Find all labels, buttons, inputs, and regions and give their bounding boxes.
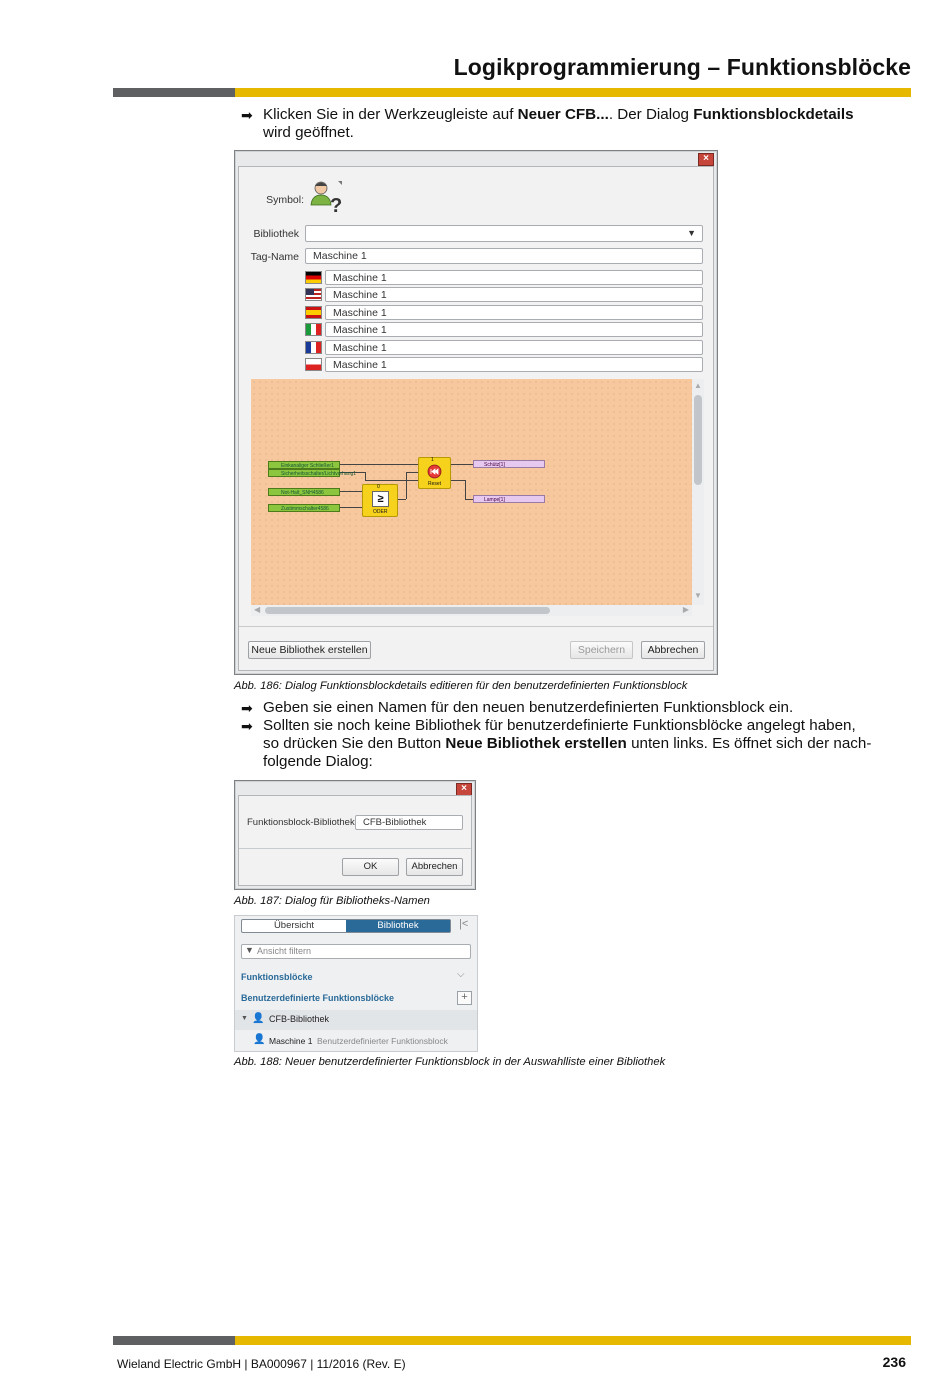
cancel-button[interactable]: Abbrechen <box>641 641 705 659</box>
flag-us-icon <box>305 288 322 301</box>
library-select[interactable] <box>305 225 703 242</box>
scrollbar-thumb[interactable] <box>694 395 702 485</box>
close-icon[interactable]: × <box>698 153 714 166</box>
filter-input[interactable]: ▼ Ansicht filtern <box>241 944 471 959</box>
figure-caption-186: Abb. 186: Dialog Funktionsblockdetails editieren für den benutzerdefinierten Funktionsblock <box>234 680 688 692</box>
library-name-input[interactable]: CFB-Bibliothek <box>355 815 463 830</box>
save-button[interactable]: Speichern <box>570 641 633 659</box>
library-panel <box>234 915 478 1052</box>
new-library-button[interactable]: Neue Bibliothek erstellen <box>248 641 371 659</box>
chevron-down-icon: ▼ <box>687 228 696 238</box>
flag-fr-icon <box>305 341 322 354</box>
instruction-step-1: ➡ Klicken Sie in der Werkzeugleiste auf Neuer CFB.... Der Dialog Funktionsblockdetails wird geöffnet. <box>241 106 854 141</box>
footer-rule <box>113 1336 911 1345</box>
header-rule <box>113 88 911 97</box>
chevron-up-icon[interactable]: ▲ <box>694 381 702 390</box>
translation-input-pl[interactable]: Maschine 1 <box>325 357 703 372</box>
instruction-step-3: ➡ Sollten sie noch keine Bibliothek für benutzerdefinierte Funktionsblöcke angelegt haben, so drücken Sie den Button Neue Bibliothek erstellen unten links. Es öffnet sich der nach- folgende Dialog: <box>241 717 872 770</box>
arrow-right-icon: ➡ <box>241 107 253 123</box>
expand-triangle-icon[interactable]: ▼ <box>241 1015 248 1022</box>
translation-input-fr[interactable]: Maschine 1 <box>325 340 703 355</box>
reset-icon <box>427 464 442 479</box>
chevron-right-icon[interactable]: ▶ <box>682 605 689 614</box>
flag-de-icon <box>305 271 322 284</box>
library-name-dialog <box>234 780 476 890</box>
figure-caption-188: Abb. 188: Neuer benutzerdefinierter Funktionsblock in der Auswahlliste einer Bibliothek <box>234 1056 666 1068</box>
logic-editor-canvas[interactable] <box>251 379 692 605</box>
or-function-block[interactable]: 0 ≥ ODER <box>362 484 398 517</box>
horizontal-scrollbar[interactable] <box>251 605 692 616</box>
svg-text:?: ? <box>330 195 343 217</box>
input-node[interactable]: Einkanaliger Schließer1 <box>268 461 340 469</box>
translation-input-it[interactable]: Maschine 1 <box>325 322 703 337</box>
input-node[interactable]: Not-Halt_SNH4586 <box>268 488 340 496</box>
tag-name-input[interactable]: Maschine 1 <box>305 248 703 264</box>
chevron-down-icon[interactable]: ▼ <box>694 591 702 600</box>
cancel-button[interactable]: Abbrechen <box>406 858 463 876</box>
library-item-row[interactable]: 👤 Maschine 1 Benutzerdefinierter Funktionsblock <box>253 1034 448 1046</box>
close-icon[interactable]: × <box>456 783 472 796</box>
output-node[interactable]: Lampe[1] <box>473 495 545 503</box>
flag-es-icon <box>305 306 322 319</box>
section-custom-function-blocks[interactable]: Benutzerdefinierte Funktionsblöcke <box>241 993 395 1003</box>
page-number: 236 <box>882 1354 906 1370</box>
instruction-step-2: ➡ Geben sie einen Namen für den neuen benutzerdefinierten Funktionsblock ein. <box>241 699 794 716</box>
input-node[interactable]: Zustimmschalter4586 <box>268 504 340 512</box>
vertical-scrollbar[interactable] <box>692 379 704 605</box>
translation-input-us[interactable]: Maschine 1 <box>325 287 703 302</box>
ok-button[interactable]: OK <box>342 858 399 876</box>
user-question-icon: 👤 <box>253 1034 266 1045</box>
section-function-blocks[interactable]: Funktionsblöcke <box>241 972 313 982</box>
tag-name-label: Tag-Name <box>250 251 299 263</box>
flag-pl-icon <box>305 358 322 371</box>
symbol-label: Symbol: <box>266 194 304 206</box>
arrow-right-icon: ➡ <box>241 700 253 716</box>
collapse-panel-icon[interactable]: |< <box>459 918 469 930</box>
translation-input-es[interactable]: Maschine 1 <box>325 305 703 320</box>
scrollbar-thumb[interactable] <box>265 607 550 614</box>
reset-function-block[interactable]: 1 Reset <box>418 457 451 489</box>
or-symbol-icon: ≥ <box>372 491 389 507</box>
library-label: Bibliothek <box>253 228 299 240</box>
library-name-label: Funktionsblock-Bibliothek <box>247 817 355 828</box>
arrow-right-icon: ➡ <box>241 718 253 734</box>
flag-it-icon <box>305 323 322 336</box>
tab-overview[interactable]: Übersicht <box>273 920 315 931</box>
output-node[interactable]: Schütz[1] <box>473 460 545 468</box>
page-title: Logikprogrammierung – Funktionsblöcke <box>453 54 911 80</box>
tab-library[interactable]: Bibliothek <box>346 920 450 932</box>
user-question-icon[interactable] <box>309 179 345 215</box>
footer-text: Wieland Electric GmbH | BA000967 | 11/2016 (Rev. E) <box>117 1357 406 1371</box>
input-node[interactable]: Sicherheitsschalter/Lichtvorhang1 <box>268 469 340 477</box>
user-question-icon: 👤 <box>252 1013 265 1024</box>
filter-icon: ▼ <box>245 945 254 955</box>
tab-bar <box>241 919 451 933</box>
figure-caption-187: Abb. 187: Dialog für Bibliotheks-Namen <box>234 895 430 907</box>
add-icon[interactable]: + <box>457 991 472 1005</box>
function-block-details-dialog <box>234 150 718 675</box>
translation-input-de[interactable]: Maschine 1 <box>325 270 703 285</box>
chevron-left-icon[interactable]: ◀ <box>254 605 261 614</box>
chevron-down-icon[interactable]: ⌵ <box>457 969 465 980</box>
library-tree-row[interactable]: ▼ 👤 CFB-Bibliothek <box>235 1010 477 1030</box>
